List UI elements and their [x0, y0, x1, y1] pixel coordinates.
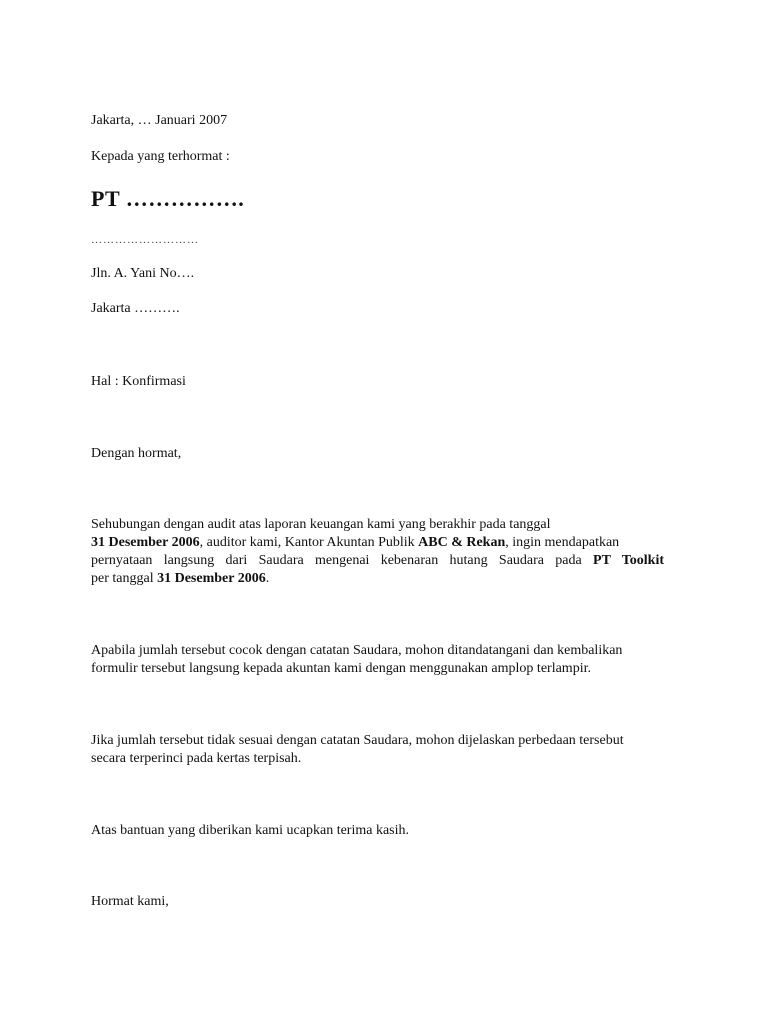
client-name-bold: PT Toolkit	[593, 553, 665, 568]
address-city: Jakarta ……….	[91, 301, 180, 316]
paragraph-1-line-1: Sehubungan dengan audit atas laporan keuangan kami yang berakhir pada tanggal	[91, 517, 551, 532]
paragraph-2-line-1: Apabila jumlah tersebut cocok dengan catatan Saudara, mohon ditandatangani dan kembalikan	[91, 643, 623, 658]
date-bold-2: 31 Desember 2006	[157, 571, 266, 586]
paragraph-2-line-2: formulir tersebut langsung kepada akuntan kami dengan menggunakan amplop terlampir.	[91, 661, 591, 676]
intent-text: , ingin mendapatkan	[505, 535, 620, 550]
date-bold: 31 Desember 2006	[91, 535, 200, 550]
place-date: Jakarta, … Januari 2007	[91, 113, 228, 128]
period-text: .	[265, 571, 270, 586]
address-street: Jln. A. Yani No….	[91, 266, 195, 281]
company-name: PT …………….	[91, 186, 245, 211]
paragraph-4: Atas bantuan yang diberikan kami ucapkan terima kasih.	[91, 823, 410, 838]
per-date-text: per tanggal	[91, 571, 158, 586]
paragraph-1	[91, 516, 664, 588]
statement-text: pernyataan langsung dari Saudara mengenai kebenaran hutang Saudara pada	[91, 553, 594, 568]
paragraph-1-line-4	[91, 570, 664, 588]
paragraph-3	[91, 732, 691, 768]
greeting: Dengan hormat,	[91, 446, 182, 461]
auditor-text: , auditor kami, Kantor Akuntan Publik	[199, 535, 419, 550]
closing: Hormat kami,	[91, 894, 169, 909]
paragraph-1-line-2	[91, 534, 664, 552]
paragraph-3-line-2: secara terperinci pada kertas terpisah.	[91, 751, 302, 766]
paragraph-2	[91, 642, 691, 678]
paragraph-1-line-3	[91, 552, 664, 570]
paragraph-3-line-1: Jika jumlah tersebut tidak sesuai dengan catatan Saudara, mohon dijelaskan perbedaan tersebut	[91, 733, 624, 748]
subject-line: Hal : Konfirmasi	[91, 374, 186, 389]
firm-name-bold: ABC & Rekan	[418, 535, 506, 550]
salutation-to: Kepada yang terhormat :	[91, 149, 230, 164]
company-dots: ………………………	[91, 234, 199, 246]
